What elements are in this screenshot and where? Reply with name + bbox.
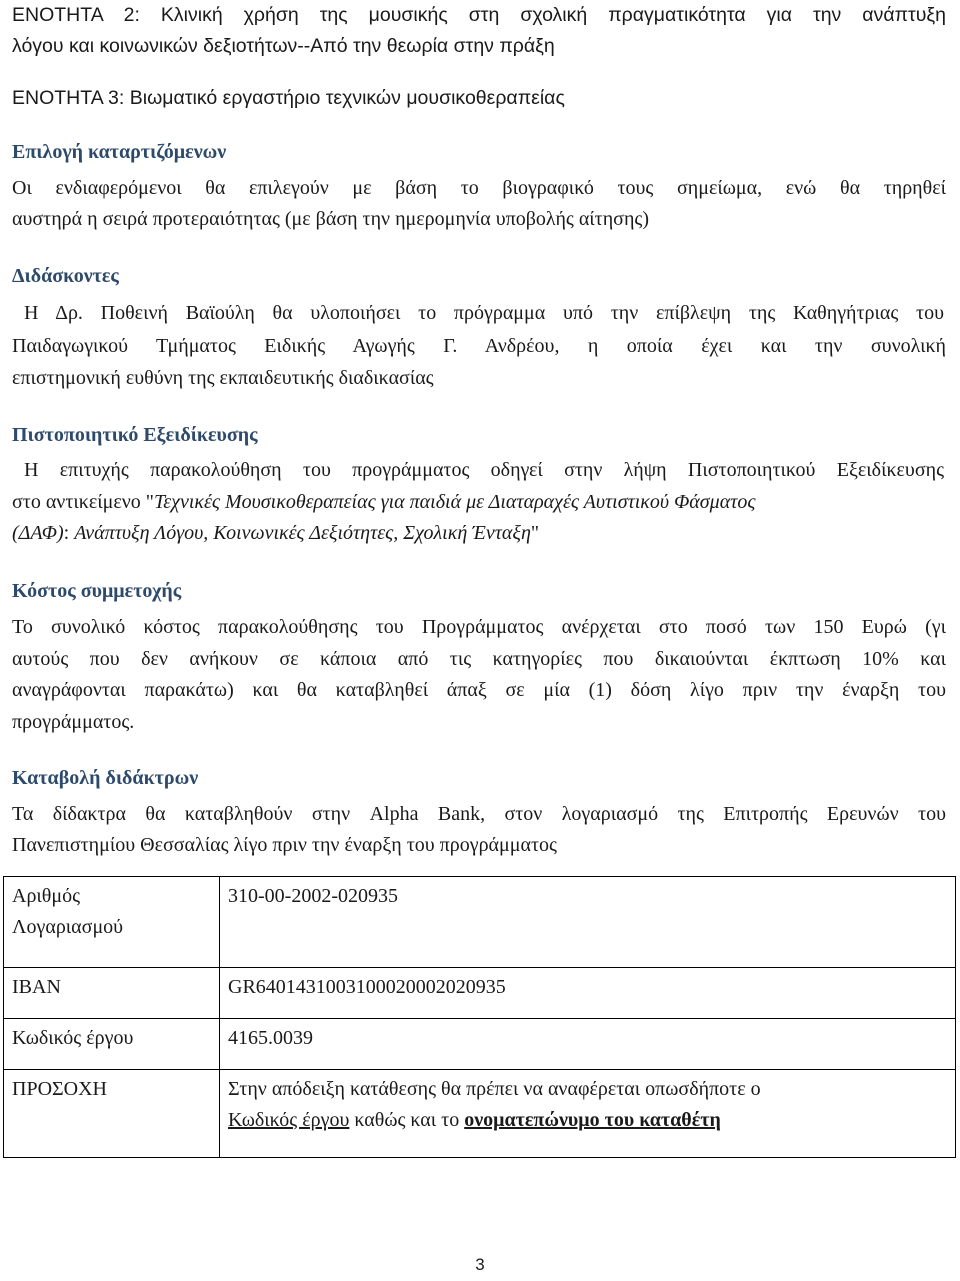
attention-line2: [228, 1105, 948, 1136]
account-label-line1: Αριθμός: [12, 885, 81, 907]
unit2-line2: λόγου και κοινωνικών δεξιοτήτων--Από την θεωρία στην πράξη: [12, 35, 555, 57]
unit3-line1: ΕΝΟΤΗΤΑ 3: Βιωματικό εργαστήριο τεχνικών μουσικοθεραπείας: [12, 87, 565, 109]
account-label-cell: [4, 877, 220, 968]
attention-label: ΠΡΟΣΟΧΗ: [12, 1078, 107, 1100]
account-number: 310-00-2002-020935: [228, 885, 398, 907]
table-row-attention: [4, 1070, 956, 1158]
certificate-title-abbrev: (ΔΑΦ): [12, 522, 64, 544]
teachers-line2: Παιδαγωγικού Τμήματος Ειδικής Αγωγής Γ. Ανδρέου, η οποία έχει και την συνολική: [12, 335, 946, 357]
certificate-line1: Η επιτυχής παρακολούθηση του προγράμματος οδηγεί στην λήψη Πιστοποιητικού Εξειδίκευσης: [24, 459, 944, 481]
cost-line1: Το συνολικό κόστος παρακολούθησης του Προγράμματος ανέρχεται στο ποσό των 150 Ευρώ (γι: [12, 616, 946, 638]
selection-heading: Επιλογή καταρτιζόμενων: [12, 141, 227, 163]
certificate-colon: :: [63, 522, 75, 544]
teachers-line3: επιστημονική ευθύνη της εκπαιδευτικής διαδικασίας: [12, 367, 434, 389]
certificate-title-part1: Τεχνικές Μουσικοθεραπείας για παιδιά με Διαταραχές Αυτιστικού Φάσματος: [153, 491, 756, 513]
certificate-title-part2: Ανάπτυξη Λόγου, Κοινωνικές Δεξιότητες, Σχολική Ένταξη: [74, 522, 531, 544]
certificate-heading: Πιστοποιητικό Εξειδίκευσης: [12, 424, 258, 446]
attention-line1: Στην απόδειξη κατάθεσης θα πρέπει να αναφέρεται οπωσδήποτε ο: [228, 1078, 761, 1100]
account-value-cell: [220, 877, 956, 968]
table-row-account: [4, 877, 956, 968]
code-value: 4165.0039: [228, 1027, 313, 1049]
cost-line4: προγράμματος.: [12, 711, 135, 733]
attention-project-code-link: Κωδικός έργου: [228, 1109, 350, 1131]
table-row-iban: [4, 968, 956, 1019]
attention-text-cell: [220, 1070, 956, 1158]
iban-label-cell: [4, 968, 220, 1019]
unit2-line1: ΕΝΟΤΗΤΑ 2: Κλινική χρήση της μουσικής στη σχολική πραγματικότητα για την ανάπτυξη: [12, 4, 946, 26]
teachers-heading: Διδάσκοντες: [12, 265, 119, 287]
cost-line2: αυτούς που δεν ανήκουν σε κάποια από τις κατηγορίες που δικαιούνται έκπτωση 10% και: [12, 648, 946, 670]
account-label-line2: Λογαριασμού: [12, 916, 124, 938]
cost-heading: Κόστος συμμετοχής: [12, 580, 182, 602]
bank-account-table: [3, 876, 956, 1158]
selection-line1: Οι ενδιαφερόμενοι θα επιλεγούν με βάση το βιογραφικό τους σημείωμα, ενώ θα τηρηθεί: [12, 177, 946, 199]
attention-depositor-name: ονοματεπώνυμο του καταθέτη: [464, 1109, 721, 1131]
page-number: 3: [475, 1255, 485, 1274]
attention-mid-text: καθώς και το: [349, 1109, 465, 1131]
cost-line3: αναγράφονται παρακάτω) και θα καταβληθεί άπαξ σε μία (1) δόση λίγο πριν την έναρξη του: [12, 679, 946, 701]
payment-heading: Καταβολή διδάκτρων: [12, 767, 199, 789]
selection-line2: αυστηρά η σειρά προτεραιότητας (με βάση την ημερομηνία υποβολής αίτησης): [12, 208, 649, 230]
payment-line2: Πανεπιστημίου Θεσσαλίας λίγο πριν την έναρξη του προγράμματος: [12, 834, 557, 856]
teachers-line1: Η Δρ. Ποθεινή Βαϊούλη θα υλοποιήσει το πρόγραμμα υπό την επίβλεψη της Καθηγήτριας του: [24, 302, 944, 324]
payment-line1: Τα δίδακτρα θα καταβληθούν στην Alpha Bank, στον λογαριασμό της Επιτροπής Ερευνών του: [12, 803, 946, 825]
certificate-closing-quote: ": [530, 522, 540, 544]
certificate-line2: [12, 487, 946, 518]
attention-label-cell: [4, 1070, 220, 1158]
table-row-project-code: [4, 1019, 956, 1070]
certificate-line3: [12, 518, 946, 549]
certificate-line2-prefix: στο αντικείμενο ": [12, 491, 154, 513]
iban-label: IBAN: [12, 976, 61, 998]
code-value-cell: [220, 1019, 956, 1070]
iban-value: GR6401431003100020002020935: [228, 976, 506, 998]
code-label: Κωδικός έργου: [12, 1027, 134, 1049]
iban-value-cell: [220, 968, 956, 1019]
code-label-cell: [4, 1019, 220, 1070]
